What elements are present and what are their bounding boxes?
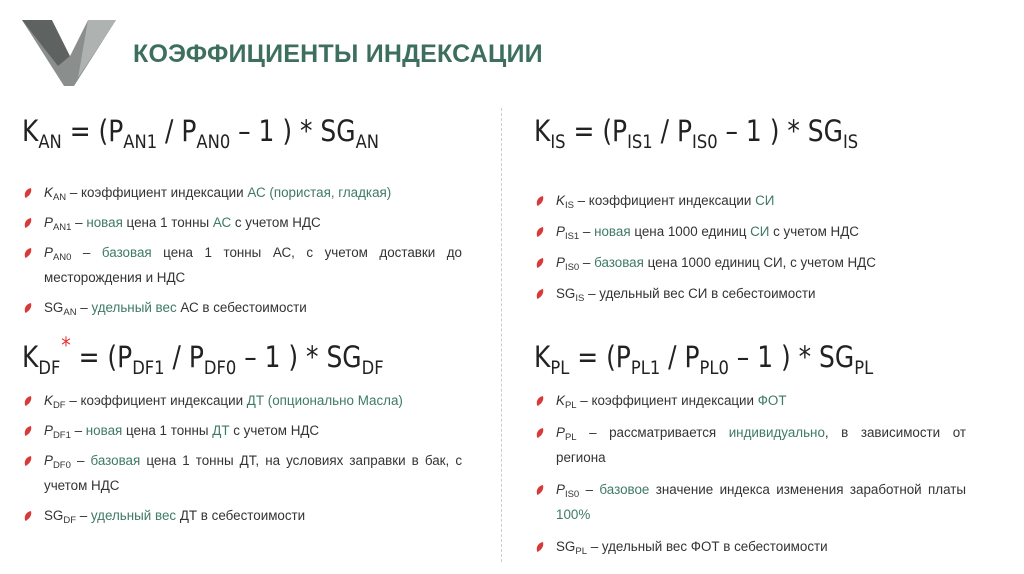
definition-item: $P_{DF0}$ – базовая цена 1 тонны ДТ, на условиях заправки в бак, с учетом НДС [22, 448, 462, 498]
leaf-bullet-icon [24, 511, 32, 521]
definition-item: $SG_{IS}$ – удельный вес СИ в себестоимости [534, 281, 944, 306]
definition-item: $P_{PL}$ – рассматривается индивидуально, в зависимости от региона [534, 420, 966, 470]
definition-item: $K_{DF}$ – коэффициент индексации ДТ (опционально Масла) [22, 388, 462, 413]
definition-item: $K_{PL}$ – коэффициент индексации ФОТ [534, 388, 966, 413]
definition-item: $SG_{DF}$ – удельный вес ДТ в себестоимости [22, 503, 462, 528]
leaf-bullet-icon [24, 188, 32, 198]
footnote-asterisk: * [61, 334, 71, 359]
leaf-bullet-icon [536, 258, 544, 268]
column-divider [501, 108, 502, 562]
definition-list [22, 388, 462, 528]
leaf-bullet-icon [536, 196, 544, 206]
definition-list [22, 180, 462, 320]
definition-item: $K_{AN}$ – коэффициент индексации АС (пористая, гладкая) [22, 180, 462, 205]
definition-item: $SG_{PL}$ – удельный вес ФОТ в себестоимости [534, 534, 966, 559]
section-pl [534, 338, 966, 566]
leaf-bullet-icon [536, 542, 544, 552]
formula-df: $K_{DF}^* = (P_{DF1} / P_{DF0} - 1$ ) * $SG_{DF}$ [22, 334, 384, 379]
leaf-bullet-icon [24, 396, 32, 406]
definition-item: $P_{AN1}$ – новая цена 1 тонны АС с учетом НДС [22, 210, 462, 235]
leaf-bullet-icon [536, 289, 544, 299]
formula-is: $K_{IS} = (P_{IS1} / P_{IS0} - 1$ ) * $SG_{IS}$ [534, 114, 859, 153]
definition-list [534, 388, 966, 559]
section-df [22, 334, 463, 533]
section-is [534, 112, 944, 312]
leaf-bullet-icon [536, 428, 544, 438]
company-logo [18, 14, 118, 90]
definition-item: $SG_{AN}$ – удельный вес АС в себестоимости [22, 295, 462, 320]
leaf-bullet-icon [24, 303, 32, 313]
formula-an: $K_{AN} = (P_{AN1} / P_{AN0} - 1$ ) * $SG_{AN}$ [22, 114, 379, 153]
leaf-bullet-icon [536, 227, 544, 237]
leaf-bullet-icon [24, 248, 32, 258]
leaf-bullet-icon [536, 485, 544, 495]
definition-item: $P_{IS0}$ – базовая цена 1000 единиц СИ, с учетом НДС [534, 250, 944, 275]
leaf-bullet-icon [24, 426, 32, 436]
definition-item: $K_{IS}$ – коэффициент индексации СИ [534, 188, 944, 213]
definition-item: $P_{IS1}$ – новая цена 1000 единиц СИ с учетом НДС [534, 219, 944, 244]
definition-item: $P_{IS0}$ – базовое значение индекса изменения заработной платы 100% [534, 477, 966, 527]
formula-pl: $K_{PL} = (P_{PL1} / P_{PL0} - 1$ ) * $SG_{PL}$ [534, 340, 874, 379]
definition-list [534, 188, 944, 306]
definition-item: $P_{AN0}$ – базовая цена 1 тонны АС, с учетом доставки до месторождения и НДС [22, 240, 462, 290]
leaf-bullet-icon [24, 456, 32, 466]
definition-item: $P_{DF1}$ – новая цена 1 тонны ДТ с учетом НДС [22, 418, 462, 443]
section-an [22, 112, 462, 325]
page-title: КОЭФФИЦИЕНТЫ ИНДЕКСАЦИИ [133, 40, 543, 68]
leaf-bullet-icon [536, 396, 544, 406]
leaf-bullet-icon [24, 218, 32, 228]
